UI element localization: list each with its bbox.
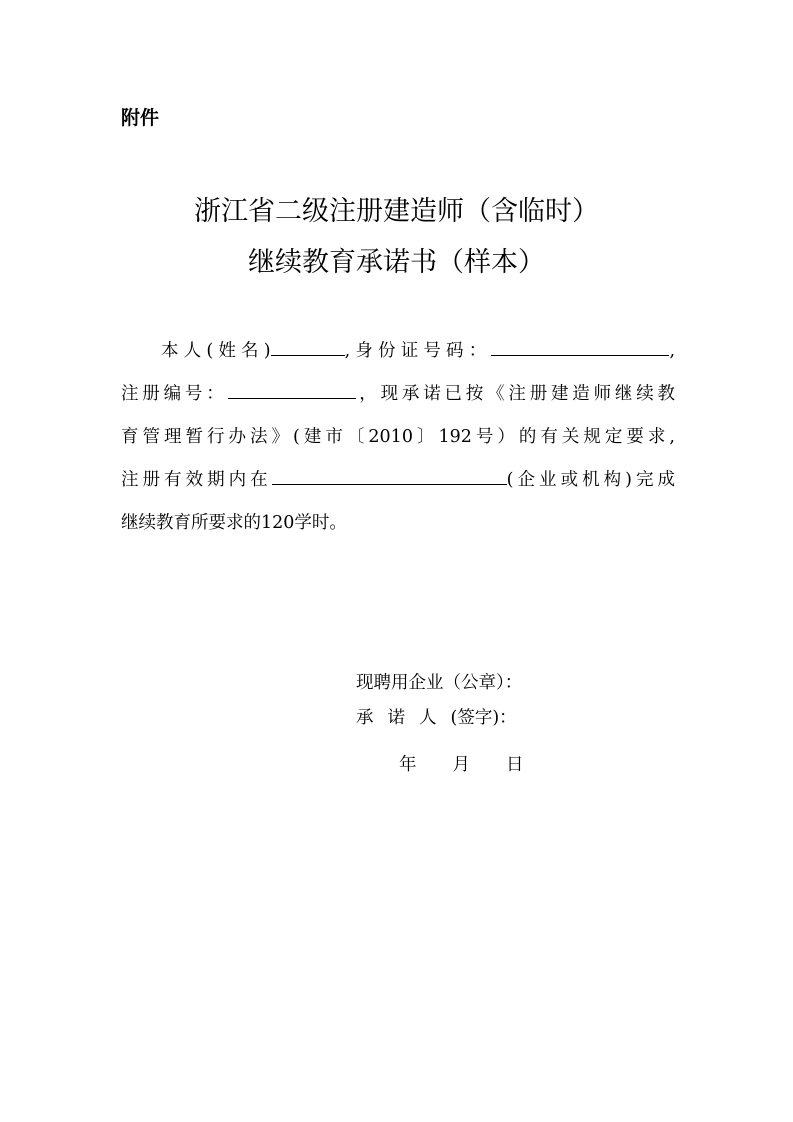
date-line [399,748,560,783]
registration-number-blank[interactable] [228,382,356,399]
institution-blank[interactable] [272,468,507,485]
document-title-line-1: 浙江省二级注册建造师（含临时） [194,196,599,227]
date-year: 年 [399,755,417,775]
id-number-label: ,身份证号码： [344,341,492,361]
body-line-4 [121,459,675,502]
body-line-3: 育管理暂行办法》(建市〔2010〕192号）的有关规定要求, [121,427,675,447]
promisor-signature-line [356,701,522,736]
employer-seal-line: 现聘用企业（公章）： [356,673,523,693]
body-line-5: 继续教育所要求的120学时。 [121,513,347,533]
institution-suffix: (企业或机构)完成 [506,470,676,490]
registration-number-label: 注册编号： [121,384,228,404]
id-number-blank[interactable] [491,339,669,356]
commitment-body [121,330,675,545]
comma: , [669,341,676,361]
attachment-label: 附件 [121,107,160,129]
name-blank[interactable] [271,339,345,356]
date-day: 日 [506,755,524,775]
commitment-text-1: ，现承诺已按《注册建造师继续教 [355,384,675,404]
signature-suffix: (签字)： [450,708,517,728]
document-title-line-2: 继续教育承诺书（样本） [248,247,545,278]
promisor-label: 承诺人 [356,708,451,728]
validity-label: 注册有效期内在 [121,470,272,490]
name-label: 本人(姓名) [161,341,271,361]
signature-block [356,666,522,736]
body-line-2 [121,373,675,416]
date-month: 月 [452,755,470,775]
body-line-1 [121,330,675,373]
